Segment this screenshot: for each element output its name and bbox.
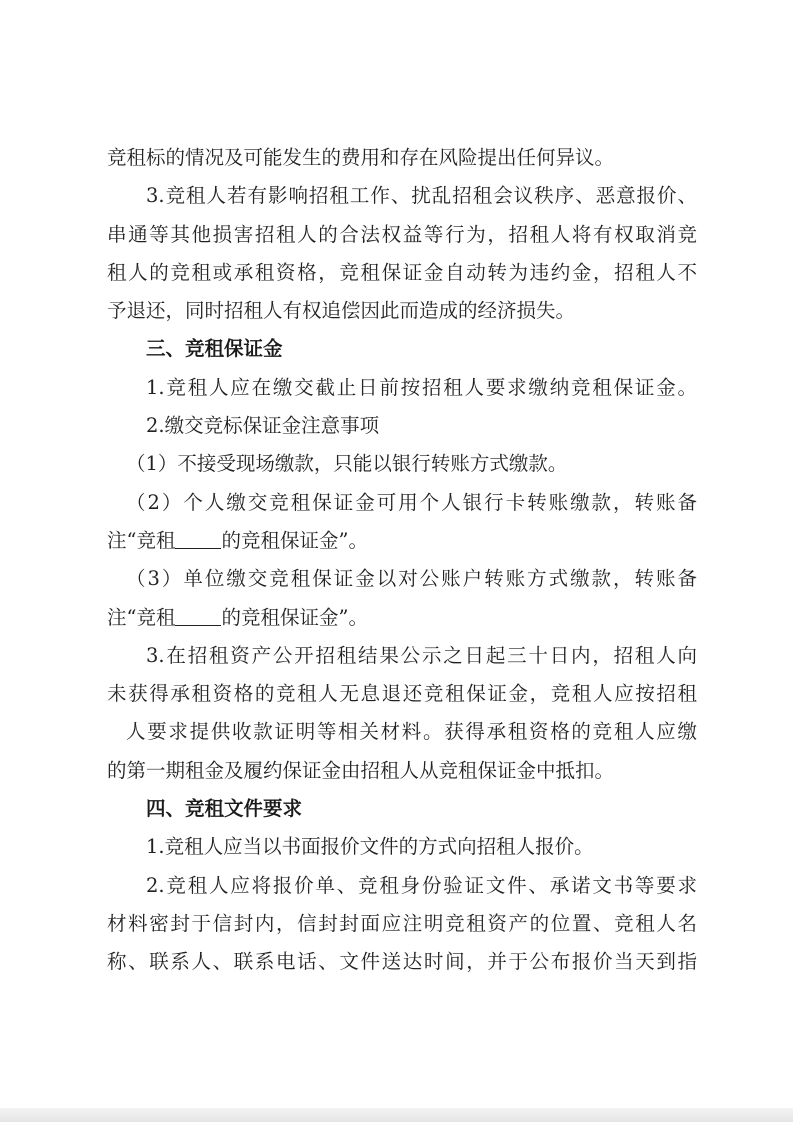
fill-in-suffix: 的竞租保证金”。: [221, 528, 368, 552]
fill-in-line: [107, 599, 697, 637]
paragraph-line: 3.竞租人若有影响招租工作、扰乱招租会议秩序、恶意报价、: [146, 184, 697, 208]
fill-in-suffix: 的竞租保证金”。: [221, 605, 368, 629]
paragraph-line: 予退还，同时招租人有权追偿因此而造成的经济损失。: [107, 299, 576, 323]
fill-in-prefix: 注“竞租: [107, 528, 176, 552]
paragraph-line: 租人的竞租或承租资格，竞租保证金自动转为违约金，招租人不: [107, 260, 697, 284]
paragraph-line: 人要求提供收款证明等相关材料。获得承租资格的竞租人应缴: [126, 720, 697, 744]
section-heading: 三、竞租保证金: [146, 337, 283, 361]
paragraph-line: 的第一期租金及履约保证金由招租人从竞租保证金中抵扣。: [107, 758, 615, 782]
paragraph-line: 未获得承租资格的竞租人无息退还竞租保证金，竞租人应按招租: [107, 682, 697, 706]
section-heading: 四、竞租文件要求: [146, 797, 303, 821]
paragraph-line: 3.在招租资产公开招租结果公示之日起三十日内，招租人向: [146, 643, 697, 667]
paragraph-line: 串通等其他损害招租人的合法权益等行为，招租人将有权取消竞: [107, 222, 697, 246]
fill-in-prefix: 注“竞租: [107, 605, 176, 629]
paragraph-line: （1）不接受现场缴款，只能以银行转账方式缴款。: [126, 452, 568, 476]
paragraph-line: 竞租标的情况及可能发生的费用和存在风险提出任何异议。: [107, 146, 615, 169]
paragraph-line: 材料密封于信封内，信封封面应注明竞租资产的位置、竞租人名: [107, 911, 697, 935]
scan-bottom-edge: [0, 1108, 793, 1122]
fill-in-line: [107, 522, 697, 560]
blank-underline: [175, 530, 221, 549]
blank-underline: [175, 607, 221, 626]
paragraph-line: （3）单位缴交竞租保证金以对公账户转账方式缴款，转账备: [126, 567, 697, 591]
paragraph-line: 1.竞租人应当以书面报价文件的方式向招租人报价。: [146, 835, 594, 859]
paragraph-line: 2.竞租人应将报价单、竞租身份验证文件、承诺文书等要求: [146, 873, 697, 897]
document-body: [107, 139, 697, 982]
paragraph-line: （2）个人缴交竞租保证金可用个人银行卡转账缴款，转账备: [126, 490, 697, 514]
paragraph-line: 称、联系人、联系电话、文件送达时间，并于公布报价当天到指: [107, 950, 697, 974]
paragraph-line: 2.缴交竞标保证金注意事项: [146, 414, 380, 438]
paragraph-line: 1.竞租人应在缴交截止日前按招租人要求缴纳竞租保证金。: [146, 375, 697, 399]
